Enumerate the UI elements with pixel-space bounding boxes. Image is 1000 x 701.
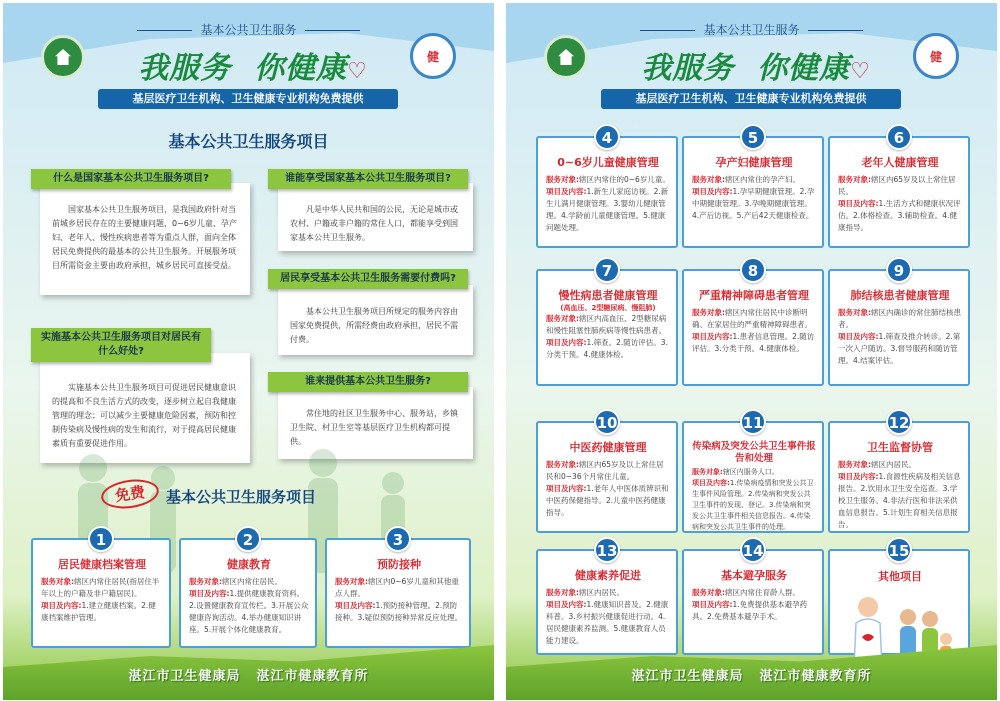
qa-head-provider: 谁来提供基本公共卫生服务?	[268, 372, 468, 392]
content-label: 项目及内容:	[335, 601, 376, 610]
service-number: 5	[740, 124, 766, 150]
qa-head-who: 谁能享受国家基本公共卫生服务项目?	[268, 169, 468, 189]
service-number: 11	[740, 409, 766, 435]
qa-body: 国家基本公共卫生服务项目，是我国政府针对当前城乡居民存在的主要健康问题，0~6岁儿童、孕产妇、老年人、慢性疾病患者等为重点人群，面向全体居民免费提供的最基本的公共卫生服务。开展服务项目所需资金主要由政府承担，城乡居民可直接受益。	[52, 205, 237, 270]
service-target: 辖区内常住的0~6岁儿童。	[579, 175, 670, 184]
qa-body: 凡是中华人民共和国的公民，无论是城市或农村、户籍或非户籍的常住人口，都能享受到国家基本公共卫生服务。	[290, 205, 458, 242]
service-content: 1.提供健康教育资料。2.设置健康教育宣传栏。3.开展公众健康咨询活动。4.举办健康知识讲座。5.开展个体化健康教育。	[189, 589, 309, 634]
service-title: 卫生监督协管	[867, 441, 933, 454]
qa-card-what	[40, 183, 250, 295]
qa-head-fee: 居民享受基本公共卫生服务需要付费吗?	[268, 269, 468, 289]
service-title: 0~6岁儿童健康管理	[557, 156, 659, 169]
service-card-9	[828, 262, 970, 386]
service-content: 1.传染病疫情和突发公共卫生事件风险管理。2.传染病和突发公共卫生事件的发现、登记。3.传染病和突发公共卫生事件相关信息报告。4.传染病和突发公共卫生事件的处理。	[692, 479, 814, 531]
service-content: 1.筛查。2.随访评估。3.分类干预。4.健康体检。	[546, 338, 668, 359]
target-label: 服务对象:	[546, 460, 579, 469]
home-logo-icon	[41, 35, 85, 79]
left-page	[3, 3, 494, 700]
content-label: 项目及内容:	[546, 600, 587, 609]
service-title: 居民健康档案管理	[58, 558, 146, 571]
heart-icon: ♡	[347, 58, 368, 84]
service-target: 辖区内服务人口。	[722, 468, 779, 476]
service-number: 2	[235, 526, 261, 552]
footer-org2: 湛江市健康教育所	[759, 669, 872, 684]
service-number: 14	[740, 537, 766, 563]
service-title: 传染病及突发公共卫生事件报告和处理	[692, 441, 816, 464]
target-label: 服务对象:	[838, 460, 871, 469]
health-logo-icon	[410, 33, 456, 79]
qa-head-what: 什么是国家基本公共卫生服务项目?	[31, 169, 231, 189]
footer-org1: 湛江市卫生健康局	[631, 669, 744, 684]
free-title: 基本公共卫生服务项目	[166, 488, 317, 506]
content-label: 项目及内容:	[692, 332, 733, 341]
service-target: 辖区内65岁及以上常住居民和0~36个月常住儿童。	[546, 460, 664, 481]
right-page	[506, 3, 997, 700]
footer-org1: 湛江市卫生健康局	[128, 669, 241, 684]
logo-right-text: 健	[929, 49, 942, 64]
service-card-1	[31, 531, 171, 648]
service-target: 辖区内常住居民中诊断明确、在家居住的严重精神障碍患者。	[692, 308, 812, 329]
service-title: 严重精神障碍患者管理	[699, 289, 809, 302]
content-label: 项目及内容:	[546, 187, 587, 196]
content-label: 项目及内容:	[692, 187, 733, 196]
target-label: 服务对象:	[546, 588, 579, 597]
footer	[506, 665, 997, 684]
free-badge: 免费	[99, 476, 160, 512]
service-content: 1.生活方式和健康状况评估。2.体格检查。3.辅助检查。4.健康指导。	[838, 199, 961, 232]
service-card-4	[536, 129, 678, 248]
service-card-10	[536, 414, 678, 533]
service-number: 7	[594, 257, 620, 283]
service-number: 4	[594, 124, 620, 150]
service-content: 1.孕早期健康管理。2.孕中期健康管理。3.孕晚期健康管理。4.产后访视。5.产后42天健康检查。	[692, 187, 815, 220]
health-logo-icon	[913, 33, 959, 79]
header-ribbon: 基层医疗卫生机构、卫生健康专业机构免费提供	[98, 89, 398, 109]
slogan	[606, 43, 906, 87]
content-label: 项目及内容:	[838, 199, 879, 208]
service-target: 辖区内常住居民(指居住半年以上的户籍及非户籍居民)。	[41, 577, 160, 598]
qa-body: 常住地的社区卫生服务中心、服务站，乡镇卫生院、村卫生室等基层医疗卫生机构都可提供。	[290, 409, 458, 446]
header-ribbon: 基层医疗卫生机构、卫生健康专业机构免费提供	[601, 89, 901, 109]
qa-body: 实施基本公共卫生服务项目可促进居民健康意识的提高和不良生活方式的改变，逐步树立起自我健康管理的理念；可以减少主要健康危险因素，预防和控制传染病及慢性病的发生和流行，对于提高居民健康素质有重要促进作用。	[52, 383, 236, 448]
slogan-a: 我服务	[138, 51, 232, 86]
footer	[3, 665, 494, 684]
service-number: 9	[886, 257, 912, 283]
service-card-13	[536, 542, 678, 655]
target-label: 服务对象:	[546, 175, 579, 184]
service-content: 1.健康知识普及。2.健康科普。3.乡村振兴健康促进行动。4.居民健康素养监测。5.健康教育人员能力建设。	[546, 600, 669, 645]
service-target: 辖区内居民。	[871, 460, 916, 469]
service-target: 辖区内65岁及以上常住居民。	[838, 175, 956, 196]
service-title: 老年人健康管理	[861, 156, 939, 169]
service-number: 12	[886, 409, 912, 435]
target-label: 服务对象:	[692, 308, 725, 317]
section-title: 基本公共卫生服务项目	[168, 132, 329, 151]
target-label: 服务对象:	[546, 314, 579, 323]
service-content: 1.筛查及推介转诊。2.第一次入户随访。3.督导服药和随访管理。4.结案评估。	[838, 332, 961, 365]
service-card-3	[325, 531, 471, 648]
target-label: 服务对象:	[838, 175, 871, 184]
qa-body: 基本公共卫生服务项目所规定的服务内容由国家免费提供，所需经费由政府承担，居民不需付费。	[290, 307, 458, 344]
service-card-11	[682, 414, 824, 533]
service-title: 健康素养促进	[575, 569, 641, 582]
service-card-14	[682, 542, 824, 655]
service-card-15	[828, 542, 970, 655]
content-label: 项目及内容:	[41, 601, 82, 610]
service-title: 中医药健康管理	[569, 441, 647, 454]
service-target: 辖区内常住育龄人群。	[725, 588, 800, 597]
service-card-12	[828, 414, 970, 533]
service-subtitle: (高血压、2型糖尿病、慢阻肺)	[560, 304, 656, 312]
service-target: 辖区内0~6岁儿童和其他重点人群。	[335, 577, 459, 598]
service-content: 1.新生儿家庭访视。2.新生儿满月健康管理。3.婴幼儿健康管理。4.学龄前儿童健康管理。5.健康问题处理。	[546, 187, 669, 232]
service-card-6	[828, 129, 970, 248]
service-title: 孕产妇健康管理	[715, 156, 793, 169]
header-small-title: 基本公共卫生服务	[506, 21, 997, 38]
service-card-8	[682, 262, 824, 386]
service-number: 8	[740, 257, 766, 283]
slogan-b: 你健康	[254, 51, 348, 86]
target-label: 服务对象:	[692, 175, 725, 184]
service-target: 辖区内确诊的常住肺结核患者。	[838, 308, 961, 329]
service-content: 1.建立健康档案。2.健康档案维护管理。	[41, 601, 156, 622]
service-title: 预防接种	[377, 558, 421, 571]
home-logo-icon	[544, 35, 588, 79]
service-content: 1.患者信息管理。2.随访评估。3.分类干预。4.健康体检。	[692, 332, 815, 353]
service-card-5	[682, 129, 824, 248]
target-label: 服务对象:	[41, 577, 74, 586]
target-label: 服务对象:	[692, 468, 723, 476]
service-number: 6	[886, 124, 912, 150]
service-content: 1.老年人中医体质辨识和中医药保健指导。2.儿童中医药健康指导。	[546, 484, 669, 517]
service-target: 辖区内高血压、2型糖尿病和慢性阻塞性肺疾病等慢性病患者。	[546, 314, 667, 335]
content-label: 项目及内容:	[692, 479, 730, 487]
content-label: 项目及内容:	[838, 332, 879, 341]
service-number: 13	[594, 537, 620, 563]
content-label: 项目及内容:	[838, 472, 879, 481]
service-target: 辖区内居民。	[579, 588, 624, 597]
service-card-2	[179, 531, 317, 648]
service-title: 肺结核患者健康管理	[850, 289, 950, 302]
service-number: 10	[594, 409, 620, 435]
qa-head-benefit: 实施基本公共卫生服务项目对居民有什么好处?	[31, 328, 211, 362]
slogan-a: 我服务	[641, 51, 735, 86]
target-label: 服务对象:	[189, 577, 222, 586]
target-label: 服务对象:	[692, 588, 725, 597]
service-target: 辖区内常住的孕产妇。	[725, 175, 800, 184]
header-small-title: 基本公共卫生服务	[3, 21, 494, 38]
service-title: 基本避孕服务	[721, 569, 787, 582]
service-content: 1.食源性疾病及相关信息报告。2.饮用水卫生安全巡查。3.学校卫生服务。4.非法行医和非法采供血信息报告。5.计划生育相关信息报告。	[838, 472, 961, 529]
service-card-7	[536, 262, 678, 386]
content-label: 项目及内容:	[692, 600, 733, 609]
qa-card-who	[278, 183, 473, 251]
target-label: 服务对象:	[335, 577, 368, 586]
service-number: 3	[385, 526, 411, 552]
content-label: 项目及内容:	[546, 484, 587, 493]
service-content: 1.免费提供基本避孕药具。2.免费基本避孕手术。	[692, 600, 808, 621]
content-label: 项目及内容:	[546, 338, 587, 347]
slogan-b: 你健康	[757, 51, 851, 86]
service-target: 辖区内常住居民。	[222, 577, 282, 586]
heart-icon: ♡	[850, 58, 871, 84]
service-number: 1	[88, 526, 114, 552]
qa-card-fee	[278, 285, 473, 355]
footer-org2: 湛江市健康教育所	[256, 669, 369, 684]
service-content: 1.预防接种管理。2.预防接种。3.疑似预防接种异常反应处理。	[335, 601, 463, 622]
service-title: 健康教育	[227, 558, 271, 571]
logo-right-text: 健	[426, 49, 439, 64]
service-title: 其他项目	[878, 570, 922, 583]
service-number: 15	[886, 537, 912, 563]
service-title: 慢性病患者健康管理	[558, 289, 658, 302]
slogan	[103, 43, 403, 87]
content-label: 项目及内容:	[189, 589, 230, 598]
target-label: 服务对象:	[838, 308, 871, 317]
